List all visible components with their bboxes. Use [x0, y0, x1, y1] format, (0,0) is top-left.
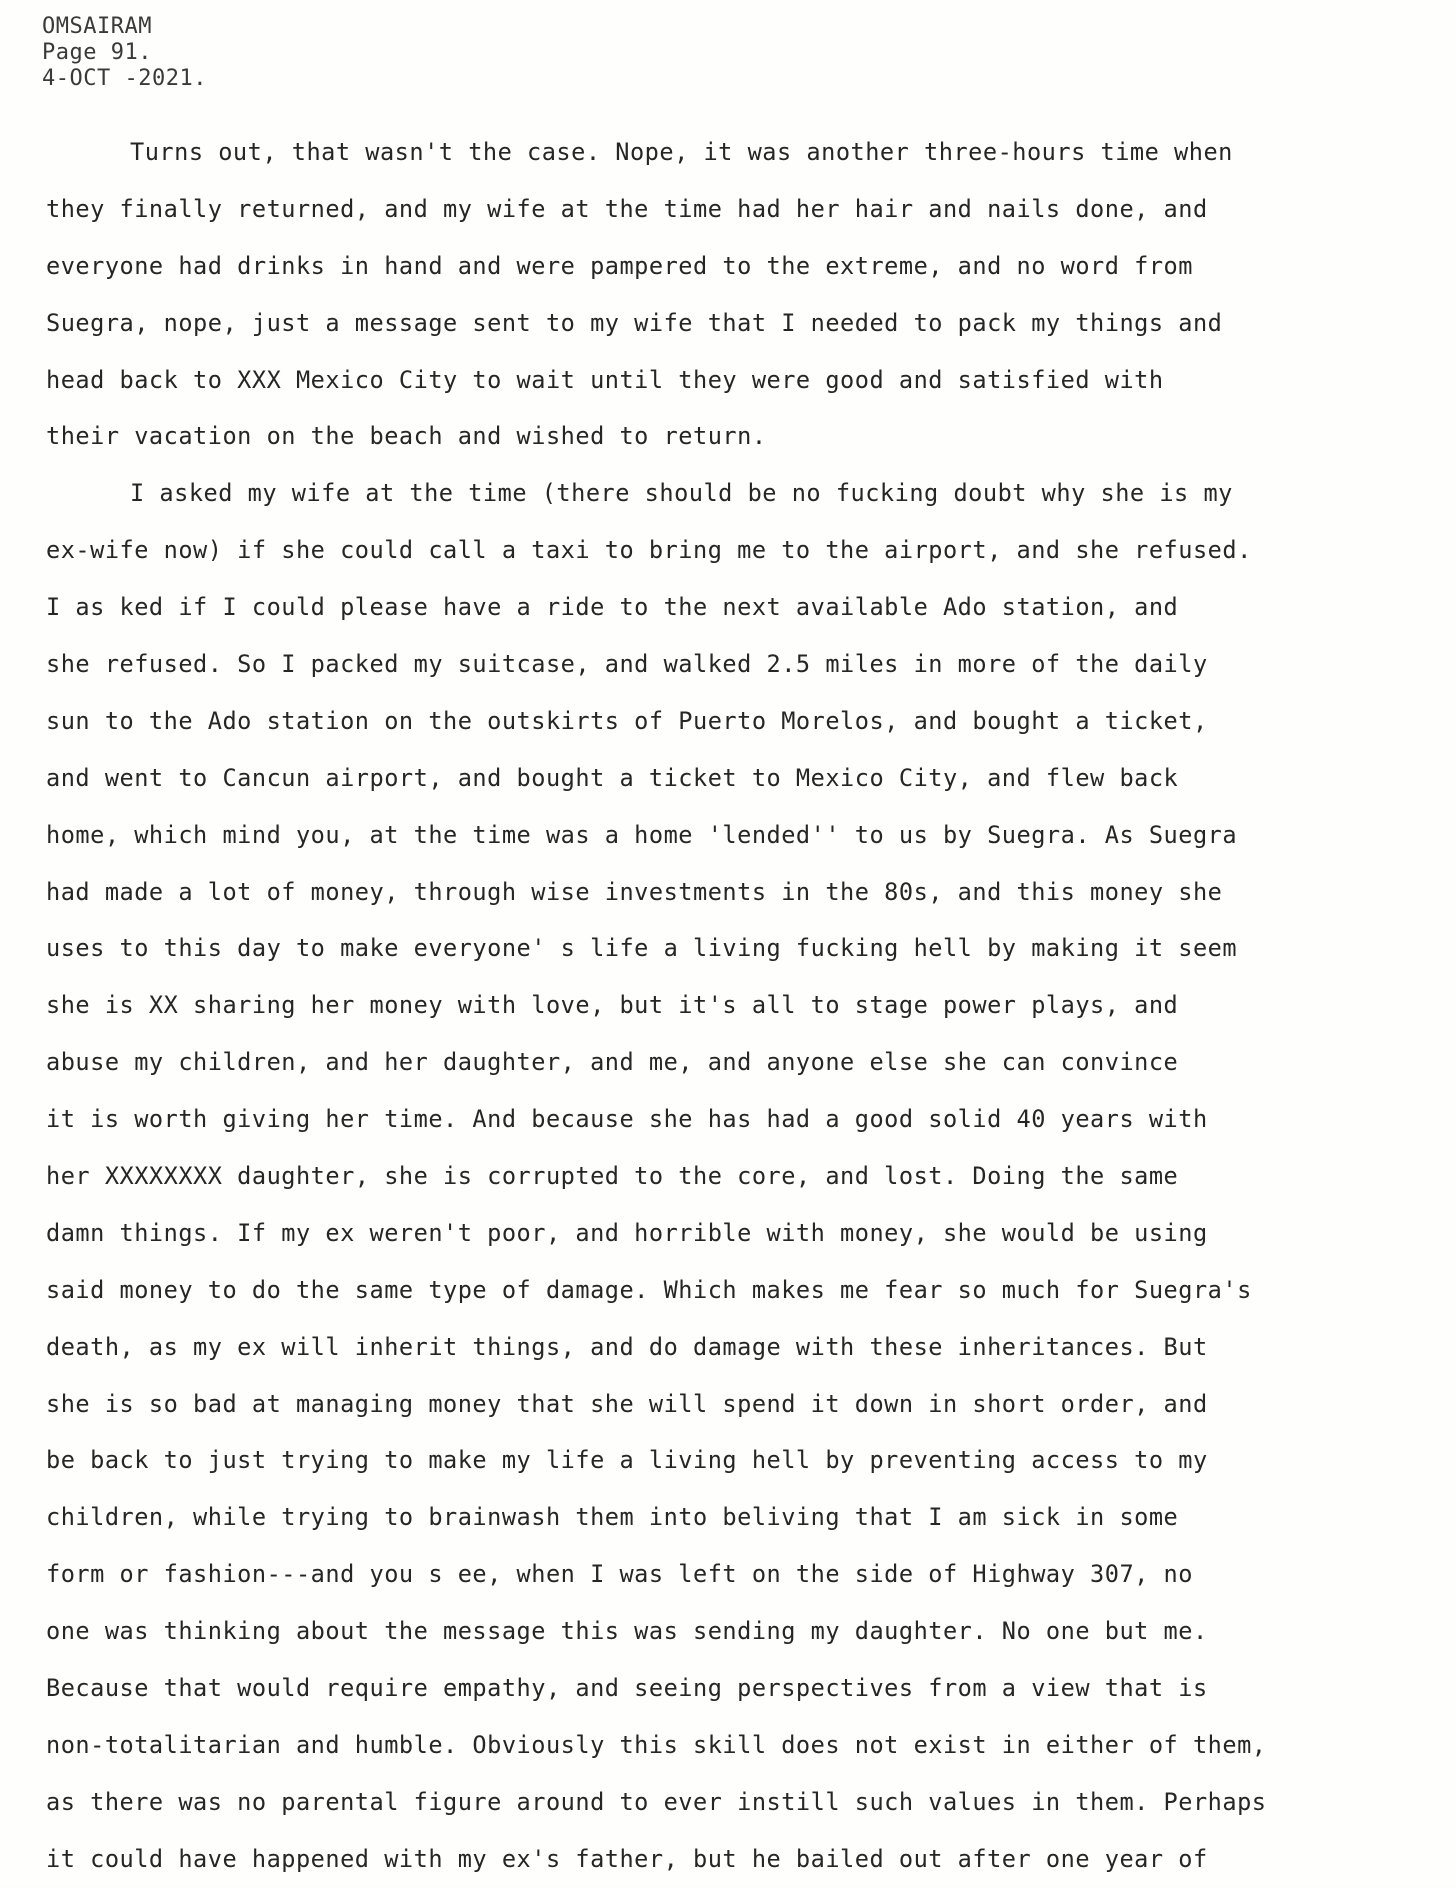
text-line: they finally returned, and my wife at the time had her hair and nails done, and — [46, 194, 1208, 223]
text-line: her XXXXXXXX daughter, she is corrupted to the core, and lost. Doing the same — [46, 1162, 1179, 1191]
text-line: one was thinking about the message this was sending my daughter. No one but me. — [46, 1617, 1208, 1646]
text-line: she refused. So I packed my suitcase, and walked 2.5 miles in more of the daily — [46, 650, 1208, 679]
text-line: head back to XXX Mexico City to wait until they were good and satisfied with — [46, 365, 1164, 394]
text-line: sun to the Ado station on the outskirts of Puerto Morelos, and bought a ticket, — [46, 706, 1208, 735]
text-line: she is so bad at managing money that she will spend it down in short order, and — [46, 1389, 1208, 1418]
text-line: damn things. If my ex weren't poor, and horrible with money, she would be using — [46, 1218, 1208, 1247]
page-header — [42, 14, 207, 92]
text-line: Suegra, nope, just a message sent to my wife that I needed to pack my things and — [46, 308, 1223, 337]
text-line: it could have happened with my ex's father, but he bailed out after one year of — [46, 1844, 1208, 1873]
text-line: children, while trying to brainwash them into beliving that I am sick in some — [46, 1503, 1179, 1532]
page-number: Page 91. — [42, 40, 152, 65]
text-line: uses to this day to make everyone' s life a living fucking hell by making it seem — [46, 934, 1238, 963]
text-line: she is XX sharing her money with love, but it's all to stage power plays, and — [46, 991, 1179, 1020]
text-line: Because that would require empathy, and seeing perspectives from a view that is — [46, 1674, 1208, 1703]
text-line: said money to do the same type of damage. Which makes me fear so much for Suegra's — [46, 1275, 1252, 1304]
text-line: it is worth giving her time. And because she has had a good solid 40 years with — [46, 1105, 1208, 1134]
text-line: be back to just trying to make my life a living hell by preventing access to my — [46, 1446, 1208, 1475]
header-title: OMSAIRAM — [42, 14, 152, 39]
body-text — [46, 124, 1446, 1888]
page-date: 4-OCT -2021. — [42, 66, 207, 91]
text-line: I asked my wife at the time (there should be no fucking doubt why she is my — [130, 479, 1233, 508]
text-line: and went to Cancun airport, and bought a ticket to Mexico City, and flew back — [46, 763, 1179, 792]
text-line: as there was no parental figure around to ever instill such values in them. Perhaps — [46, 1787, 1267, 1816]
text-line: I as ked if I could please have a ride to the next available Ado station, and — [46, 593, 1179, 622]
text-line: ex-wife now) if she could call a taxi to bring me to the airport, and she refused. — [46, 536, 1252, 565]
text-line: their vacation on the beach and wished to return. — [46, 422, 767, 451]
text-line: everyone had drinks in hand and were pampered to the extreme, and no word from — [46, 251, 1193, 280]
text-line: form or fashion---and you s ee, when I was left on the side of Highway 307, no — [46, 1560, 1193, 1589]
text-line: Turns out, that wasn't the case. Nope, it was another three-hours time when — [130, 138, 1233, 166]
text-line: abuse my children, and her daughter, and me, and anyone else she can convince — [46, 1048, 1179, 1077]
text-line: home, which mind you, at the time was a home 'lended'' to us by Suegra. As Suegra — [46, 820, 1238, 849]
text-line: non-totalitarian and humble. Obviously this skill does not exist in either of them, — [46, 1730, 1267, 1759]
text-line: death, as my ex will inherit things, and do damage with these inheritances. But — [46, 1332, 1208, 1361]
text-line: had made a lot of money, through wise investments in the 80s, and this money she — [46, 877, 1223, 906]
